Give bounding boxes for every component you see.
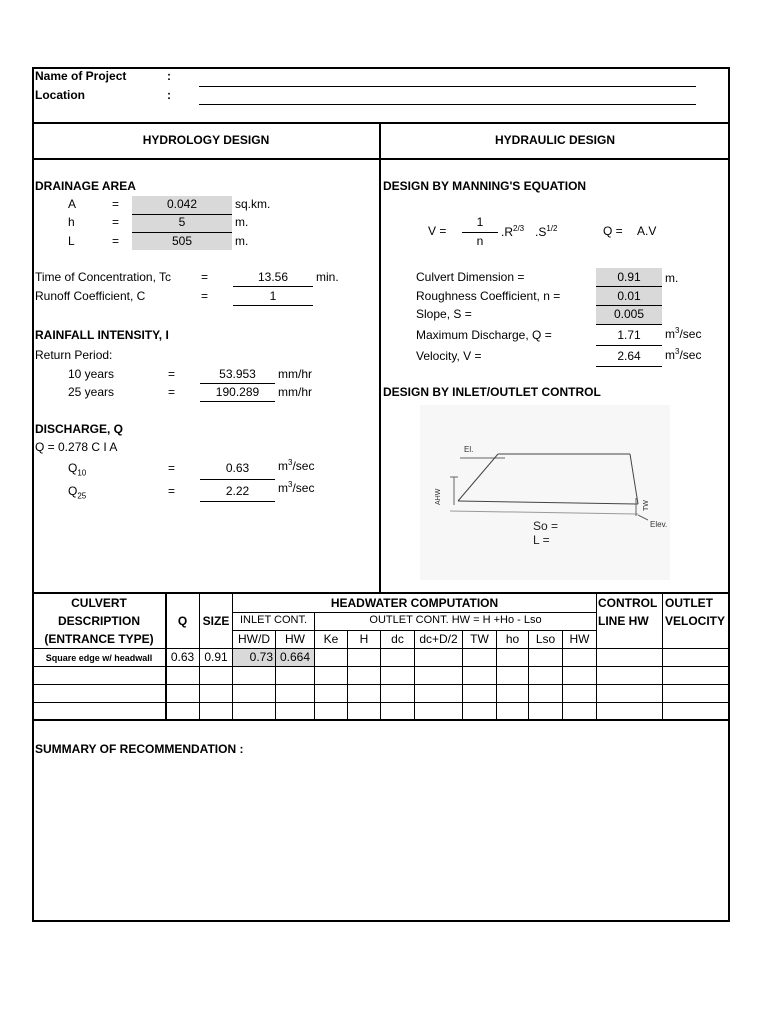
equals-sign: = [112, 197, 120, 211]
hydrology-title: HYDROLOGY DESIGN [142, 133, 270, 147]
table-rule [32, 702, 730, 703]
row-hw-value[interactable]: 0.664 [279, 650, 311, 664]
roughness-value[interactable]: 0.01 [617, 289, 641, 303]
formula-numerator: 1 [476, 215, 484, 229]
table-rule [32, 648, 730, 649]
col-header-description: DESCRIPTION [57, 614, 140, 628]
equals-sign: = [201, 289, 209, 303]
equals-sign: = [168, 385, 176, 399]
el-label: El. [464, 445, 474, 454]
col-header-hw-inlet: HW [285, 632, 305, 646]
col-header-q: Q [177, 614, 188, 628]
intensity-unit: mm/hr [278, 367, 312, 381]
table-bottom-rule [32, 719, 730, 721]
value-rule [200, 383, 275, 384]
diagram-background [420, 405, 670, 580]
value-rule [200, 401, 275, 402]
hydraulic-title: HYDRAULIC DESIGN [494, 133, 615, 147]
drainage-symbol: A [68, 197, 77, 211]
col-header-ke: Ke [323, 632, 339, 646]
height-value[interactable]: 5 [178, 215, 186, 229]
divider [379, 122, 381, 592]
equals-sign: = [112, 215, 120, 229]
value-rule [200, 501, 275, 502]
table-col-rule [314, 612, 315, 720]
equals-sign: = [168, 367, 176, 381]
velocity-formula-lhs: V = [428, 224, 447, 238]
intensity-10-value[interactable]: 53.953 [219, 367, 256, 381]
culvert-dimension-label: Culvert Dimension = [416, 270, 525, 284]
row-hwd-value[interactable]: 0.73 [249, 650, 273, 664]
slope-label: Slope, S = [416, 307, 472, 321]
divider [32, 592, 730, 594]
location-colon: : [167, 88, 171, 102]
roughness-label: Roughness Coefficient, n = [416, 289, 561, 303]
value-rule [200, 479, 275, 480]
length-value[interactable]: 505 [171, 234, 193, 248]
equals-sign: = [168, 484, 176, 498]
col-header-tw: TW [470, 632, 489, 646]
runoff-value[interactable]: 1 [269, 289, 277, 303]
return-period: 10 years [68, 367, 115, 381]
max-discharge-label: Maximum Discharge, Q = [416, 328, 552, 342]
divider [32, 158, 730, 160]
col-header-outlet: OUTLET [665, 596, 713, 610]
project-label: Name of Project [35, 69, 127, 83]
summary-title: SUMMARY OF RECOMMENDATION : [35, 742, 244, 756]
col-header-velocity: VELOCITY [665, 614, 726, 628]
velocity-label: Velocity, V = [416, 349, 482, 363]
tc-unit: min. [316, 270, 339, 284]
table-rule [233, 612, 596, 613]
col-header-dc: dc [391, 632, 404, 646]
discharge-title: DISCHARGE, Q [35, 422, 124, 436]
velocity-value[interactable]: 2.64 [617, 349, 641, 363]
intensity-25-value[interactable]: 190.289 [215, 385, 260, 399]
divider [32, 122, 730, 124]
col-header-culvert: CULVERT [71, 596, 127, 610]
rainfall-title: RAINFALL INTENSITY, I [35, 328, 169, 342]
tw-label: TW [643, 500, 650, 511]
col-header-hwd: HW/D [238, 632, 270, 646]
velocity-unit: $m^3/\sec$ [665, 347, 702, 362]
return-period: 25 years [68, 385, 115, 399]
slope-so-label: So = [533, 519, 559, 533]
inlet-outlet-title: DESIGN BY INLET/OUTLET CONTROL [383, 385, 601, 399]
col-header-control: CONTROL [598, 596, 658, 610]
culvert-profile-diagram [420, 405, 670, 580]
drainage-symbol: L [68, 234, 75, 248]
q25-unit: $m^3/\sec$ [278, 480, 315, 495]
max-discharge-value[interactable]: 1.71 [617, 328, 641, 342]
col-header-size: SIZE [202, 614, 230, 628]
intensity-unit: mm/hr [278, 385, 312, 399]
col-header-ho: ho [505, 632, 520, 646]
discharge-formula: Q = 0.278 C I A [35, 440, 118, 454]
tc-label: Time of Concentration, Tc [35, 270, 172, 284]
col-header-entrance-type: (ENTRANCE TYPE) [44, 632, 154, 646]
value-rule [596, 345, 662, 346]
value-rule [596, 286, 662, 287]
runoff-label: Runoff Coefficient, C [35, 289, 146, 303]
location-label: Location [35, 88, 85, 102]
slope-value[interactable]: 0.005 [613, 307, 645, 321]
table-col-rule [662, 592, 663, 720]
q25-symbol: $Q_{25}$ [68, 484, 87, 501]
row-q-value[interactable]: 0.63 [170, 650, 195, 664]
summary-text-area[interactable] [35, 762, 725, 917]
value-rule [233, 305, 313, 306]
value-rule [596, 305, 662, 306]
project-colon: : [167, 69, 171, 83]
equals-sign: = [112, 234, 120, 248]
formula-r-term: $.R^{2/3}$ [501, 224, 525, 239]
ahw-label: AHW [435, 488, 442, 505]
culvert-dimension-value[interactable]: 0.91 [617, 270, 641, 284]
col-header-dc-d2: dc+D/2 [419, 632, 458, 646]
return-period-label: Return Period: [35, 348, 113, 362]
location-field-line[interactable] [199, 104, 696, 105]
equals-sign: = [201, 270, 209, 284]
height-unit: m. [235, 215, 249, 229]
area-value[interactable]: 0.042 [166, 197, 198, 211]
drainage-symbol: h [68, 215, 75, 229]
col-header-lso: Lso [535, 632, 556, 646]
value-rule [596, 366, 662, 367]
elev-label: Elev. [650, 520, 668, 529]
value-rule [233, 286, 313, 287]
col-header-line-hw: LINE HW [598, 614, 649, 628]
row-entrance-type[interactable]: Square edge w/ headwall [45, 653, 153, 663]
row-size-value[interactable]: 0.91 [204, 650, 228, 664]
length-unit: m. [235, 234, 249, 248]
continuity-lhs: Q = [603, 224, 623, 238]
formula-denominator: n [476, 234, 484, 248]
col-header-inlet-control: INLET CONT. [239, 614, 308, 626]
col-header-hw-outlet: HW [569, 632, 590, 646]
tc-value[interactable]: 13.56 [257, 270, 289, 284]
length-l-label: L = [533, 533, 550, 547]
fraction-bar [462, 232, 498, 233]
col-header-headwater: HEADWATER COMPUTATION [330, 596, 499, 610]
manning-title: DESIGN BY MANNING'S EQUATION [383, 179, 587, 193]
table-rule [32, 684, 730, 685]
cell-rule [132, 232, 232, 233]
project-field-line[interactable] [199, 86, 696, 87]
max-discharge-unit: $m^3/\sec$ [665, 326, 702, 341]
area-unit: sq.km. [235, 197, 271, 211]
equals-sign: = [168, 461, 176, 475]
q10-value[interactable]: 0.63 [225, 461, 250, 475]
col-header-h: H [359, 632, 369, 646]
q10-unit: $m^3/\sec$ [278, 458, 315, 473]
continuity-rhs: A.V [637, 224, 657, 238]
culvert-dimension-unit: m. [665, 271, 679, 285]
formula-s-term: $.S^{1/2}$ [535, 224, 558, 239]
value-rule [596, 324, 662, 325]
q10-symbol: $Q_{10}$ [68, 461, 87, 478]
q25-value[interactable]: 2.22 [225, 484, 250, 498]
table-col-rule [596, 592, 597, 720]
drainage-title: DRAINAGE AREA [35, 179, 136, 193]
col-header-outlet-control: OUTLET CONT. HW = H +Ho - Lso [369, 614, 542, 626]
table-rule [32, 666, 730, 667]
